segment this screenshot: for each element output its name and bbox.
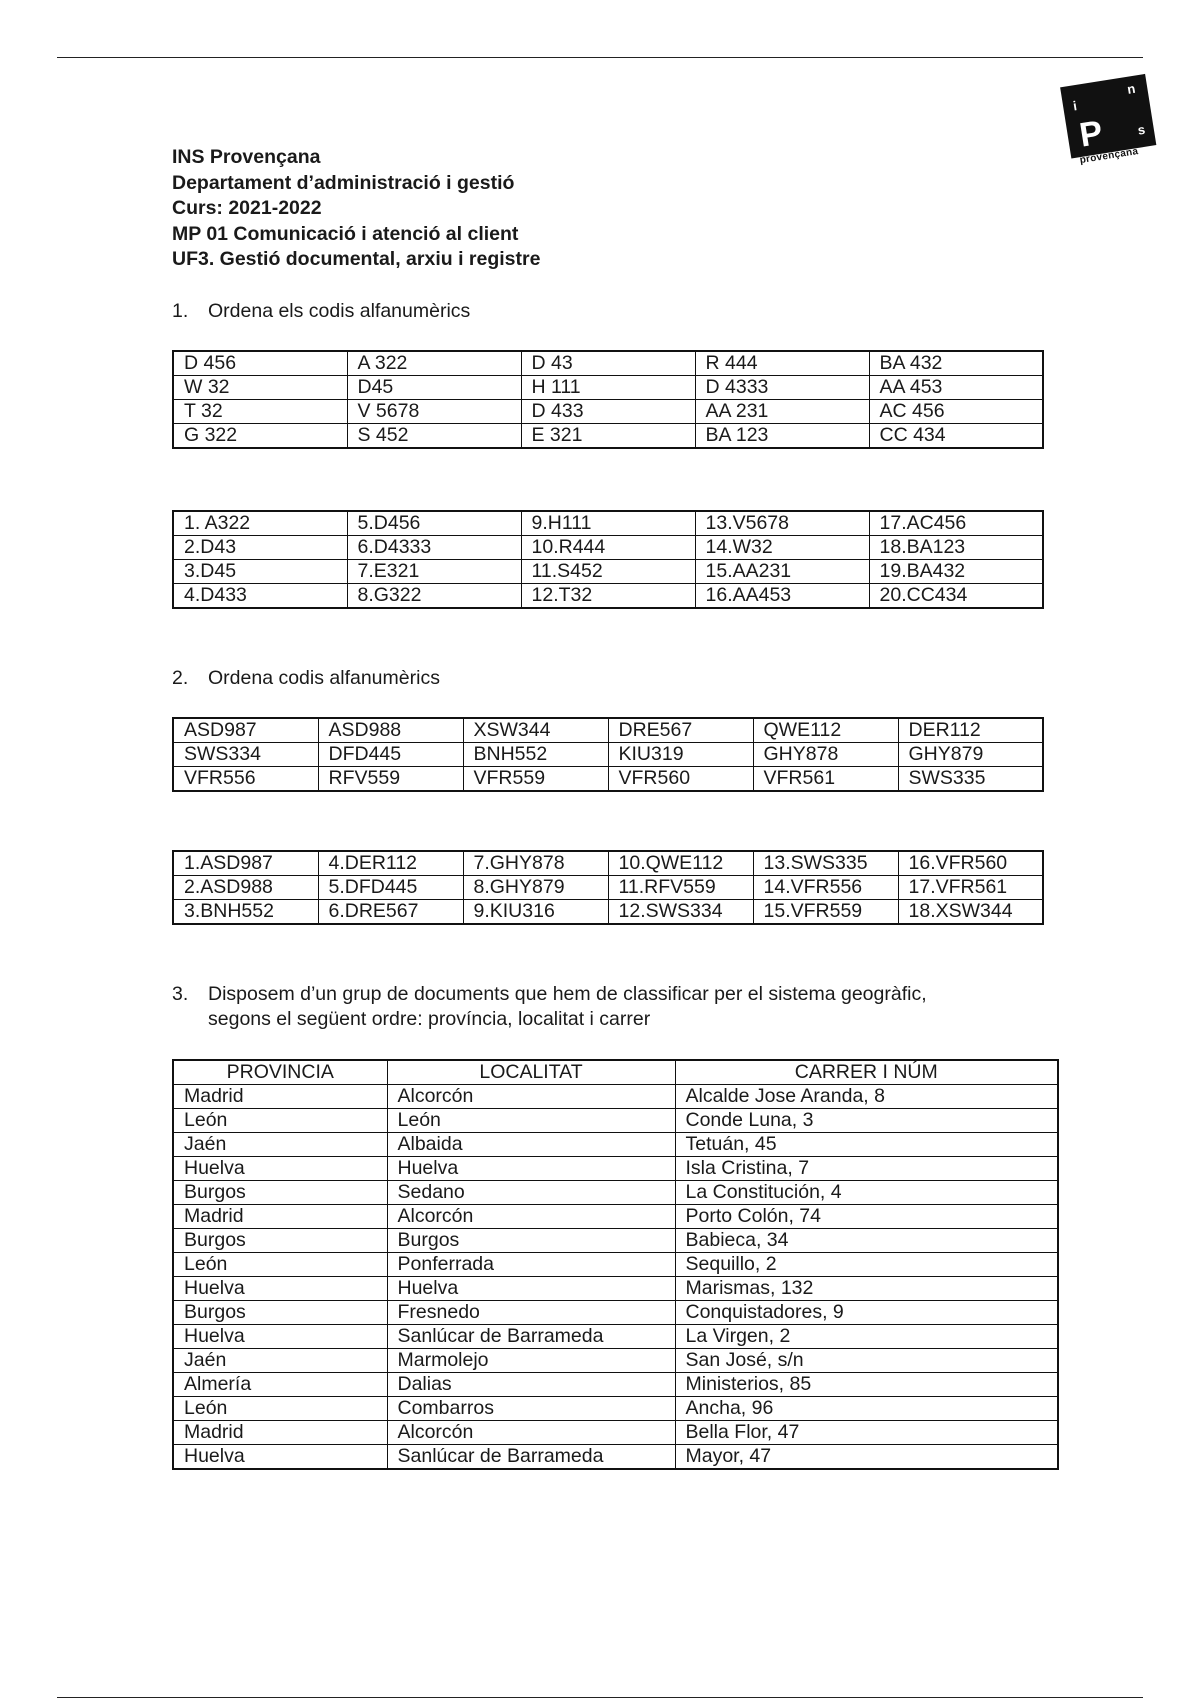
table-cell: XSW344: [463, 718, 608, 743]
table-cell: 5.DFD445: [318, 876, 463, 900]
table-row: [173, 876, 1043, 900]
table-cell: KIU319: [608, 743, 753, 767]
table-row: [173, 1253, 1058, 1277]
table-cell: H 111: [521, 376, 695, 400]
question-text-line-1: Disposem d’un grup de documents que hem de classificar per el sistema geogràfic,: [208, 983, 927, 1005]
column-header-provincia: PROVINCIA: [173, 1060, 387, 1085]
table-cell: Sequillo, 2: [675, 1253, 1058, 1277]
table-row: [173, 1349, 1058, 1373]
table-cell: CC 434: [869, 424, 1043, 449]
question-text: Ordena codis alfanumèrics: [208, 667, 440, 689]
table-cell: D 4333: [695, 376, 869, 400]
table-cell: AA 453: [869, 376, 1043, 400]
table-cell: Conquistadores, 9: [675, 1301, 1058, 1325]
table-cell: 13.V5678: [695, 511, 869, 536]
table-cell: 11.S452: [521, 560, 695, 584]
table-cell: BNH552: [463, 743, 608, 767]
bottom-rule: [57, 1697, 1143, 1698]
table-cell: D 456: [173, 351, 347, 376]
table-cell: Huelva: [173, 1157, 387, 1181]
table-cell: Isla Cristina, 7: [675, 1157, 1058, 1181]
table-cell: W 32: [173, 376, 347, 400]
table-cell: 16.VFR560: [898, 851, 1043, 876]
table-cell: 7.E321: [347, 560, 521, 584]
column-header-localitat: LOCALITAT: [387, 1060, 675, 1085]
question-3-title: [172, 982, 927, 1032]
table-row: [173, 851, 1043, 876]
table-cell: Madrid: [173, 1085, 387, 1109]
table-cell: ASD988: [318, 718, 463, 743]
table-row: [173, 1109, 1058, 1133]
table-cell: Combarros: [387, 1397, 675, 1421]
table-cell: 15.AA231: [695, 560, 869, 584]
logo-letter-i: i: [1072, 98, 1078, 114]
table-cell: GHY878: [753, 743, 898, 767]
table-cell: 3.BNH552: [173, 900, 318, 925]
school-name: INS Provençana: [172, 146, 321, 168]
table-cell: Huelva: [173, 1325, 387, 1349]
logo-block: [1060, 74, 1156, 159]
table-row: [173, 351, 1043, 376]
column-header-carrer: CARRER I NÚM: [675, 1060, 1058, 1085]
table-cell: Ministerios, 85: [675, 1373, 1058, 1397]
table-cell: Sanlúcar de Barrameda: [387, 1445, 675, 1470]
table-row: [173, 1133, 1058, 1157]
table-cell: Dalias: [387, 1373, 675, 1397]
table-cell: G 322: [173, 424, 347, 449]
table-cell: V 5678: [347, 400, 521, 424]
table-cell: Madrid: [173, 1421, 387, 1445]
table-cell: Ancha, 96: [675, 1397, 1058, 1421]
table-row: [173, 1373, 1058, 1397]
logo-letter-n: n: [1126, 80, 1137, 97]
table-cell: Sedano: [387, 1181, 675, 1205]
table-cell: 11.RFV559: [608, 876, 753, 900]
table-cell: Huelva: [387, 1277, 675, 1301]
table-cell: Huelva: [173, 1445, 387, 1470]
question-number: 1.: [172, 300, 189, 322]
table-cell: León: [387, 1109, 675, 1133]
table-cell: La Constitución, 4: [675, 1181, 1058, 1205]
table-cell: 1.ASD987: [173, 851, 318, 876]
table-cell: E 321: [521, 424, 695, 449]
table-cell: BA 432: [869, 351, 1043, 376]
table-cell: SWS335: [898, 767, 1043, 792]
table-cell: DRE567: [608, 718, 753, 743]
table-cell: 9.H111: [521, 511, 695, 536]
q2-sorted-table: [172, 850, 1044, 925]
table-cell: Huelva: [387, 1157, 675, 1181]
unit-name: UF3. Gestió documental, arxiu i registre: [172, 248, 541, 270]
table-cell: D 43: [521, 351, 695, 376]
question-number: 3.: [172, 983, 189, 1005]
table-cell: León: [173, 1109, 387, 1133]
table-cell: Marismas, 132: [675, 1277, 1058, 1301]
table-cell: Jaén: [173, 1133, 387, 1157]
table-cell: Mayor, 47: [675, 1445, 1058, 1470]
table-cell: Madrid: [173, 1205, 387, 1229]
logo-letter-s: s: [1136, 121, 1147, 138]
table-cell: 3.D45: [173, 560, 347, 584]
table-cell: S 452: [347, 424, 521, 449]
table-cell: Bella Flor, 47: [675, 1421, 1058, 1445]
table-cell: BA 123: [695, 424, 869, 449]
table-cell: 8.GHY879: [463, 876, 608, 900]
table-cell: D45: [347, 376, 521, 400]
table-row: [173, 718, 1043, 743]
table-cell: VFR560: [608, 767, 753, 792]
table-row: [173, 743, 1043, 767]
table-cell: Burgos: [173, 1301, 387, 1325]
table-cell: DER112: [898, 718, 1043, 743]
table-cell: León: [173, 1397, 387, 1421]
table-cell: QWE112: [753, 718, 898, 743]
table-cell: Marmolejo: [387, 1349, 675, 1373]
table-row: [173, 1157, 1058, 1181]
table-cell: Burgos: [173, 1181, 387, 1205]
table-cell: 2.D43: [173, 536, 347, 560]
table-cell: 7.GHY878: [463, 851, 608, 876]
table-cell: 15.VFR559: [753, 900, 898, 925]
table-cell: 2.ASD988: [173, 876, 318, 900]
table-cell: 19.BA432: [869, 560, 1043, 584]
school-logo: [1060, 74, 1160, 169]
table-cell: Babieca, 34: [675, 1229, 1058, 1253]
table-cell: 16.AA453: [695, 584, 869, 609]
table-cell: 13.SWS335: [753, 851, 898, 876]
table-cell: 17.VFR561: [898, 876, 1043, 900]
question-number: 2.: [172, 667, 189, 689]
table-row: [173, 536, 1043, 560]
document-header: [172, 145, 540, 273]
table-row: [173, 900, 1043, 925]
table-cell: 18.BA123: [869, 536, 1043, 560]
table-cell: Conde Luna, 3: [675, 1109, 1058, 1133]
table-cell: Alcalde Jose Aranda, 8: [675, 1085, 1058, 1109]
table-row: [173, 1301, 1058, 1325]
table-cell: Jaén: [173, 1349, 387, 1373]
question-2-title: [172, 666, 440, 691]
table-cell: RFV559: [318, 767, 463, 792]
table-cell: 5.D456: [347, 511, 521, 536]
table-cell: 20.CC434: [869, 584, 1043, 609]
table-cell: 10.QWE112: [608, 851, 753, 876]
module-name: MP 01 Comunicació i atenció al client: [172, 222, 519, 245]
q2-unsorted-table: [172, 717, 1044, 792]
q3-geographic-table: [172, 1059, 1059, 1470]
table-row: [173, 560, 1043, 584]
table-cell: Burgos: [387, 1229, 675, 1253]
table-cell: 17.AC456: [869, 511, 1043, 536]
table-cell: VFR556: [173, 767, 318, 792]
table-cell: R 444: [695, 351, 869, 376]
table-cell: 14.VFR556: [753, 876, 898, 900]
top-rule: [57, 57, 1143, 58]
table-cell: 12.SWS334: [608, 900, 753, 925]
table-row: [173, 767, 1043, 792]
table-cell: VFR559: [463, 767, 608, 792]
table-cell: Alcorcón: [387, 1205, 675, 1229]
table-cell: Ponferrada: [387, 1253, 675, 1277]
table-cell: DFD445: [318, 743, 463, 767]
table-cell: SWS334: [173, 743, 318, 767]
question-text: Ordena els codis alfanumèrics: [208, 300, 471, 322]
table-row: [173, 1325, 1058, 1349]
table-cell: T 32: [173, 400, 347, 424]
table-cell: La Virgen, 2: [675, 1325, 1058, 1349]
table-cell: AC 456: [869, 400, 1043, 424]
table-cell: Huelva: [173, 1277, 387, 1301]
table-cell: Fresnedo: [387, 1301, 675, 1325]
table-cell: 6.DRE567: [318, 900, 463, 925]
table-cell: 1. A322: [173, 511, 347, 536]
table-row: [173, 376, 1043, 400]
table-row: [173, 1421, 1058, 1445]
question-text-line-2: segons el següent ordre: província, localitat i carrer: [208, 1008, 651, 1030]
table-cell: San José, s/n: [675, 1349, 1058, 1373]
table-cell: 14.W32: [695, 536, 869, 560]
table-cell: ASD987: [173, 718, 318, 743]
q1-unsorted-table: [172, 350, 1044, 449]
table-cell: 9.KIU316: [463, 900, 608, 925]
table-cell: Alcorcón: [387, 1421, 675, 1445]
question-1-title: [172, 299, 470, 324]
table-row: [173, 584, 1043, 609]
table-cell: Tetuán, 45: [675, 1133, 1058, 1157]
department-name: Departament d’administració i gestió: [172, 171, 515, 194]
table-row: [173, 424, 1043, 449]
table-row: [173, 1205, 1058, 1229]
table-cell: 4.DER112: [318, 851, 463, 876]
logo-brand-text: provençana: [1078, 146, 1140, 167]
table-cell: 18.XSW344: [898, 900, 1043, 925]
table-header-row: [173, 1060, 1058, 1085]
table-row: [173, 400, 1043, 424]
table-row: [173, 1229, 1058, 1253]
table-cell: Alcorcón: [387, 1085, 675, 1109]
table-cell: León: [173, 1253, 387, 1277]
table-cell: 8.G322: [347, 584, 521, 609]
table-cell: GHY879: [898, 743, 1043, 767]
table-row: [173, 1397, 1058, 1421]
table-row: [173, 1181, 1058, 1205]
table-cell: Albaida: [387, 1133, 675, 1157]
table-row: [173, 1445, 1058, 1470]
table-cell: Sanlúcar de Barrameda: [387, 1325, 675, 1349]
table-cell: 4.D433: [173, 584, 347, 609]
q1-sorted-table: [172, 510, 1044, 609]
table-cell: 6.D4333: [347, 536, 521, 560]
table-cell: A 322: [347, 351, 521, 376]
table-cell: Burgos: [173, 1229, 387, 1253]
table-row: [173, 1085, 1058, 1109]
table-cell: Almería: [173, 1373, 387, 1397]
logo-p-icon: P: [1076, 113, 1106, 155]
table-cell: VFR561: [753, 767, 898, 792]
table-cell: D 433: [521, 400, 695, 424]
table-cell: 10.R444: [521, 536, 695, 560]
table-row: [173, 511, 1043, 536]
table-cell: AA 231: [695, 400, 869, 424]
table-row: [173, 1277, 1058, 1301]
table-cell: Porto Colón, 74: [675, 1205, 1058, 1229]
course-year: Curs: 2021-2022: [172, 197, 322, 219]
table-cell: 12.T32: [521, 584, 695, 609]
